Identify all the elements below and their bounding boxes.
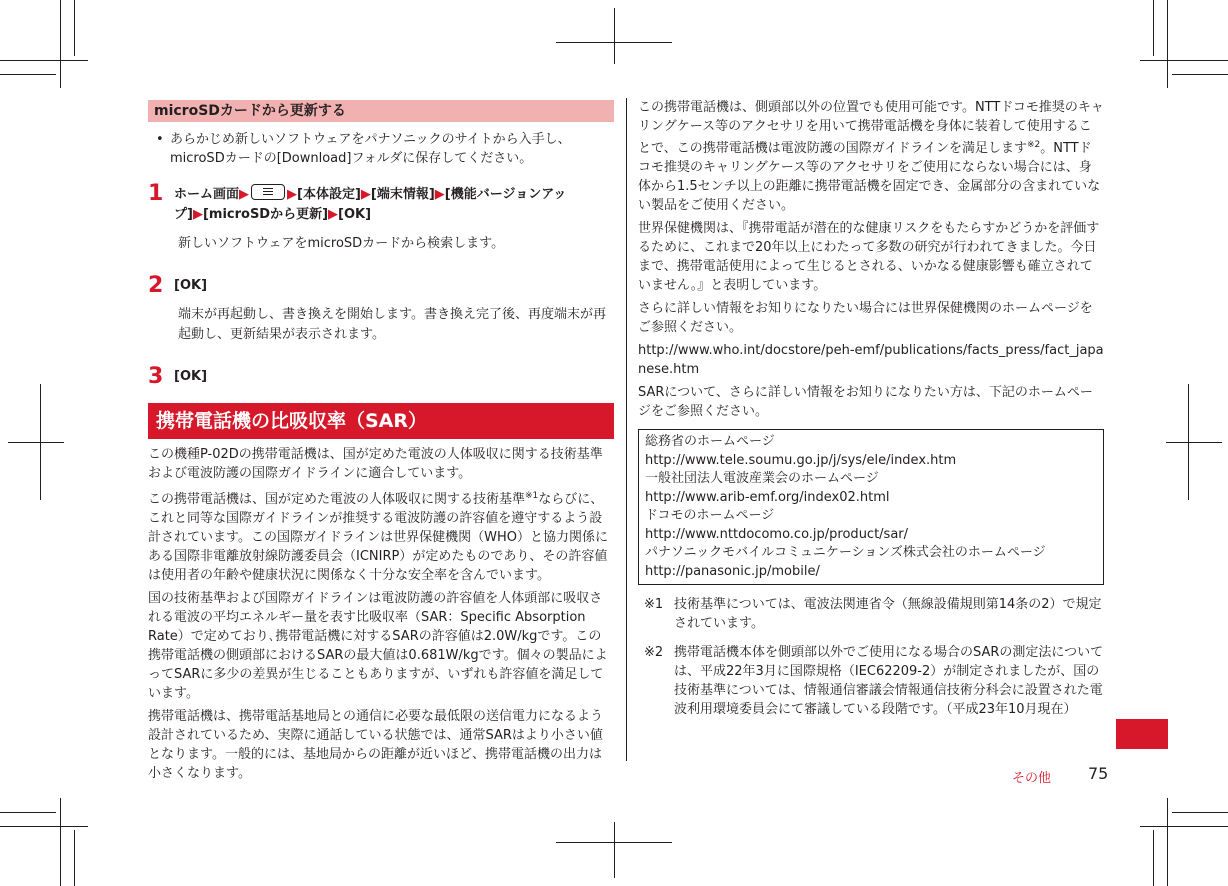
- crop-mark: [60, 0, 61, 88]
- body-text: この携帯電話機は、側頭部以外の位置でも使用可能です。NTTドコモ推奨のキャリングケース等のアクセサリを用いて携帯電話機を身体に装着して使用することで、この携帯電話機は電波防護の国際ガイドラインを満足します: [638, 100, 1104, 156]
- link-label: パナソニックモバイルコミュニケーションズ株式会社のホームページ: [645, 545, 1046, 560]
- sar-paragraph: 国の技術基準および国際ガイドラインは電波防護の許容値を人体頭部に吸収される電波の平均エネルギー量を表す比吸収率（SAR：Specific Absorption Rate）で定めており､携帯電話機に対するSARの許容値は2.0W/kgです。この携帯電話機の側頭部におけるSARの最大値は0.681W/kgです。個々の製品によってSARに多少の差異が生じることもありますが、いずれも許容値を満足しています。: [148, 591, 608, 701]
- step-number: 1: [148, 181, 164, 206]
- crop-mark: [1153, 0, 1154, 56]
- sar-paragraph: 携帯電話機は、携帯電話基地局との通信に必要な最低限の送信電力になるよう設計されているため、実際に通話している状態では、通常SARはより小さい値となります。一般的には、基地局からの距離が近いほど、携帯電話機の出力は小さくなります。: [148, 709, 604, 781]
- left-column: [148, 100, 614, 783]
- crop-mark: [60, 798, 61, 886]
- arrow-icon: ▶: [360, 187, 371, 202]
- footnote-label: ※2: [644, 645, 664, 660]
- footnote-2: [638, 643, 1104, 719]
- arrow-icon: ▶: [434, 187, 445, 202]
- body-paragraph: 世界保健機関は、『携帯電話が潜在的な健康リスクをもたらすかどうかを評価するために、これまで20年以上にわたって多数の研究が行われてきました。今日まで、携帯電話使用によって生じるとされる、いかなる健康影響も確立されていません。』と表明しています。: [638, 221, 1100, 293]
- crop-mark: [1153, 830, 1154, 886]
- footnote-text: 携帯電話機本体を側頭部以外でご使用になる場合のSARの測定法については、平成22年3月に国際規格（IEC62209-2）が制定されましたが、国の技術基準については、情報通信審議会情報通信技術分科会に設置された電波利用環境委員会にて審議している段階です。（平成23年10月現在）: [674, 645, 1104, 717]
- sar-text: ならびに、これと同等な国際ガイドラインが推奨する電波防護の許容値を遵守するよう設計されています。この国際ガイドラインは世界保健機関（WHO）と協力関係にある国際非電離放射線防護委員会（ICNIRP）が定めたものであり、その許容値は使用者の年齢や健康状況に関係なく十分な安全率を含んでいます。: [148, 492, 609, 583]
- link-label: 一般社団法人電波産業会のホームページ: [645, 471, 879, 486]
- footnote-ref: ※2: [1026, 140, 1041, 150]
- step-title: [OK]: [174, 369, 208, 384]
- body-paragraph: さらに詳しい情報をお知りになりたい場合には世界保健機関のホームページをご参照ください。: [638, 301, 1093, 335]
- step-title: [148, 184, 614, 225]
- arrow-icon: ▶: [239, 187, 250, 202]
- step-part: [端末情報]: [370, 187, 435, 202]
- sar-heading: 携帯電話機の比吸収率（SAR）: [148, 403, 614, 439]
- body-text: 。NTTドコモ推奨のキャリングケース等のアクセサリをご使用にならない場合には、身体から1.5センチ以上の距離に携帯電話機を固定でき、金属部分の含まれていない製品をご使用ください。: [638, 141, 1101, 213]
- registration-mark: [556, 42, 672, 43]
- crop-mark: [1167, 798, 1168, 886]
- crop-mark: [0, 812, 56, 813]
- registration-mark: [1166, 442, 1222, 443]
- menu-key-icon: [251, 184, 285, 200]
- link-url: http://www.tele.soumu.go.jp/j/sys/ele/index.htm: [645, 452, 957, 468]
- step-title: [OK]: [174, 278, 208, 293]
- arrow-icon: ▶: [192, 207, 203, 222]
- page-number: 75: [1088, 764, 1109, 783]
- section-tab: [1116, 719, 1168, 749]
- registration-mark: [8, 442, 64, 443]
- crop-mark: [74, 830, 75, 886]
- step-2: [148, 273, 614, 345]
- who-url: http://www.who.int/docstore/peh-emf/publications/facts_press/fact_japanese.htm: [638, 343, 1104, 377]
- registration-mark: [614, 8, 615, 64]
- link-url: http://panasonic.jp/mobile/: [645, 563, 820, 579]
- registration-mark: [556, 842, 672, 843]
- bullet-text: あらかじめ新しいソフトウェアをパナソニックのサイトから入手し、microSDカードの[Download]フォルダに保存してください。: [170, 132, 571, 166]
- footnote-text: 技術基準については、電波法関連省令（無線設備規則第14条の2）で規定されています。: [674, 597, 1102, 631]
- step-part: [microSDから更新]: [202, 207, 329, 222]
- crop-mark: [0, 60, 88, 61]
- sar-paragraph: [148, 487, 614, 585]
- footnote-ref: ※1: [525, 491, 539, 501]
- link-label: ドコモのホームページ: [645, 508, 775, 523]
- crop-mark: [1140, 60, 1228, 61]
- link-box: [638, 429, 1104, 585]
- crop-mark: [1172, 812, 1228, 813]
- step-1: [148, 181, 614, 254]
- footer-section-label: その他: [1012, 771, 1052, 786]
- sar-paragraph: この機種P-02Dの携帯電話機は、国が定めた電波の人体吸収に関する技術基準および電波防護の国際ガイドラインに適合しています。: [148, 447, 603, 481]
- right-column: [638, 98, 1104, 719]
- crop-mark: [1140, 826, 1228, 827]
- crop-mark: [0, 74, 56, 75]
- step-part: [本体設定]: [297, 187, 361, 202]
- link-url: http://www.arib-emf.org/index02.html: [645, 489, 890, 505]
- body-paragraph: SARについて、さらに詳しい情報をお知りになりたい方は、下記のホームページをご参照ください。: [638, 385, 1093, 419]
- arrow-icon: ▶: [328, 207, 339, 222]
- arrow-icon: ▶: [287, 187, 298, 202]
- crop-mark: [74, 0, 75, 56]
- link-url: http://www.nttdocomo.co.jp/product/sar/: [645, 526, 909, 542]
- step-part: [OK]: [338, 207, 372, 222]
- registration-mark: [614, 822, 615, 878]
- step-part: [機能バージョンアップ]: [174, 187, 567, 222]
- section-subheading: microSDカードから更新する: [148, 100, 614, 122]
- crop-mark: [1167, 0, 1168, 88]
- step-description: 端末が再起動し、書き換えを開始します。書き換え完了後、再度端末が再起動し、更新結果が表示されます。: [178, 307, 606, 342]
- body-paragraph: [638, 98, 1104, 215]
- footnote-label: ※1: [644, 597, 664, 612]
- bullet-icon: •: [156, 132, 164, 147]
- crop-mark: [0, 826, 88, 827]
- step-description: 新しいソフトウェアをmicroSDカードから検索します。: [178, 236, 505, 251]
- crop-mark: [1172, 74, 1228, 75]
- step-number: 3: [148, 364, 164, 389]
- column-divider: [626, 98, 627, 761]
- step-part: ホーム画面: [174, 187, 240, 202]
- step-number: 2: [148, 273, 164, 298]
- bullet-item: [148, 130, 614, 168]
- link-label: 総務省のホームページ: [645, 434, 775, 449]
- step-3: [148, 364, 614, 389]
- sar-text: この携帯電話機は、国が定めた電波の人体吸収に関する技術基準: [148, 492, 526, 507]
- footnote-1: [638, 595, 1104, 633]
